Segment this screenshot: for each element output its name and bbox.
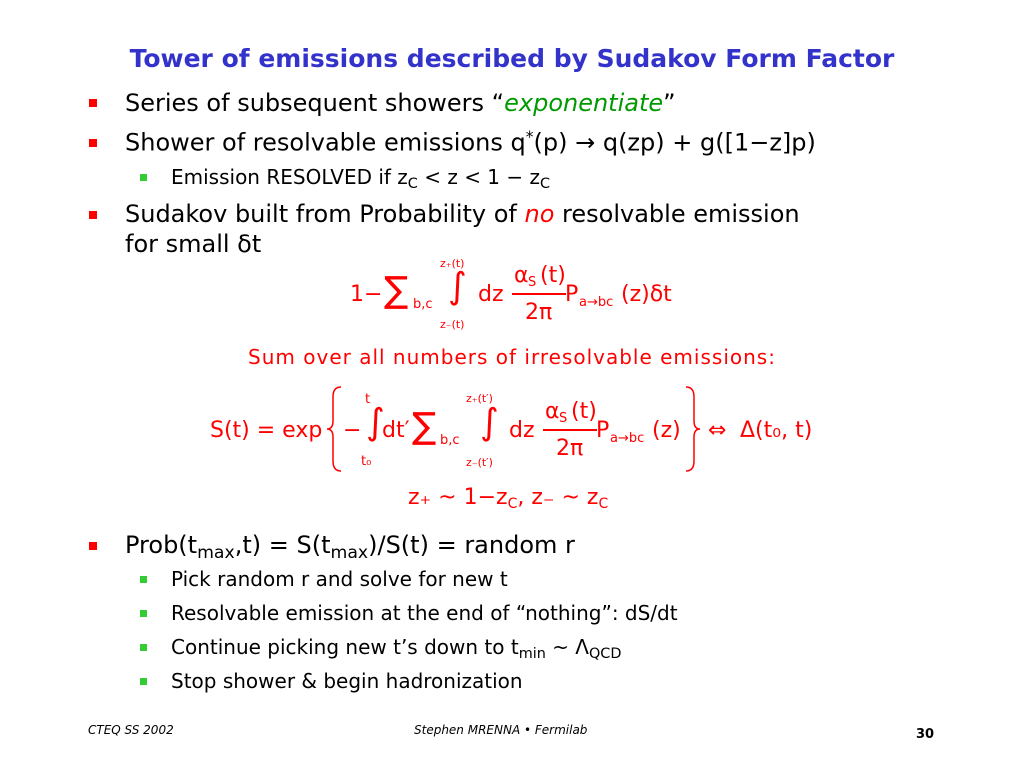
bullet-marker [89,139,97,147]
splitting-function: P [565,282,579,307]
fraction-bar [512,293,566,295]
eq3-expression [408,485,608,512]
bullet-shower-resolvable [125,128,816,157]
subscript: C [540,176,551,193]
sub-bullet-marker [140,678,147,685]
eq-dt: dt′ [382,418,410,443]
sub-bullet-continue-picking [171,635,621,662]
sub-bullet-marker [140,610,147,617]
subscript: max [330,542,369,563]
splitting-function: P [596,418,610,443]
slide-title: Tower of emissions described by Sudakov Form Factor [129,44,895,73]
eq-minus: − [343,418,362,443]
integral-upper-limit: z₊(t) [440,257,465,270]
eq-alpha: α [545,399,560,424]
sum-symbol: ∑ [384,270,409,311]
subscript: min [518,646,546,663]
bullet-series-of-showers [125,89,676,117]
eq-lhs: S(t) = exp [210,418,323,443]
subscript: max [197,542,235,563]
page-number: 30 [916,727,935,742]
bullet-marker [89,211,97,219]
bullet-text: Shower of resolvable emissions q [125,128,526,157]
eq-one-minus: 1− [350,282,383,307]
sub-bullet-pick-random: Pick random r and solve for new t [171,567,508,591]
bullet-text: Continue picking new t’s down to t [171,635,519,659]
bullet-text: resolvable emission [554,200,800,228]
bullet-text: )/S(t) = random r [368,531,575,559]
footer-center: Stephen MRENNA • Fermilab [414,723,588,737]
bullet-sudakov-built [125,200,800,228]
sub-bullet-resolvable-emission: Resolvable emission at the end of “nothing”: dS/dt [171,601,678,625]
bullet-text: Emission RESOLVED if z [171,165,408,189]
sub-bullet-marker [140,644,147,651]
eq-alpha: α [514,263,529,288]
integral-symbol: ∫ [448,266,467,307]
eq-denominator: 2π [525,300,553,325]
sum-symbol: ∑ [412,406,437,447]
sub-bullet-marker [140,576,147,583]
sum-subscript: b,c [413,297,433,312]
eq-dz: dz [478,282,504,307]
bullet-text: < z < 1 − z [417,165,540,189]
sub-bullet-marker [140,174,147,181]
integral-symbol: ∫ [480,402,499,443]
bullet-text: Sudakov built from Probability of [125,200,525,228]
splitting-subscript: a→bc [579,295,614,310]
sub-bullet-emission-resolved [171,165,550,192]
alpha-subscript: S [528,275,537,290]
emphasis-exponentiate: exponentiate [504,89,664,117]
bullet-prob [125,531,575,563]
eq-z-argument: (z) [652,418,681,443]
subscript: C [507,495,518,512]
integral-symbol: ∫ [366,402,385,443]
bullet-marker [89,99,97,107]
eq3-part: , z₋ ~ z [517,485,599,510]
emphasis-no: no [524,200,555,228]
bullet-sudakov-line2: for small δt [125,230,262,258]
superscript: * [525,128,534,146]
eq-tail: (z)δt [621,282,672,307]
bullet-text: Prob(t [125,531,198,559]
bullet-marker [89,542,97,550]
equivalence-icon: ⇔ [708,418,727,443]
alpha-subscript: S [559,411,568,426]
sum-subscript: b,c [440,433,460,448]
integral-lower-limit: t₀ [361,454,372,469]
integral-lower-limit: z₋(t′) [466,456,493,469]
splitting-subscript: a→bc [610,431,645,446]
subscript: C [598,495,609,512]
alpha-argument: (t) [571,399,597,424]
subscript: C [407,176,418,193]
bullet-text: (p) → q(zp) + g([1−z]p) [533,128,816,157]
subscript: QCD [588,646,622,663]
fraction-bar [543,429,597,431]
bullet-text: ~ Λ [545,635,589,659]
integral-lower-limit: z₋(t) [440,318,465,331]
equation-caption: Sum over all numbers of irresolvable emissions: [248,345,776,369]
sub-bullet-stop-shower: Stop shower & begin hadronization [171,669,523,693]
right-brace-icon [682,385,702,473]
eq-denominator: 2π [556,436,584,461]
bullet-text: Series of subsequent showers “ [125,89,505,117]
footer-left: CTEQ SS 2002 [88,723,174,737]
integral-upper-limit: z₊(t′) [466,392,493,405]
integral-upper-limit: t [365,392,371,407]
left-brace-icon [325,385,345,473]
bullet-text: ,t) = S(t [234,531,331,559]
eq-dz: dz [509,418,535,443]
eq3-part: z₊ ~ 1−z [408,485,508,510]
bullet-text: ” [663,89,676,117]
alpha-argument: (t) [540,263,566,288]
eq-rhs: Δ(t₀, t) [740,418,813,443]
